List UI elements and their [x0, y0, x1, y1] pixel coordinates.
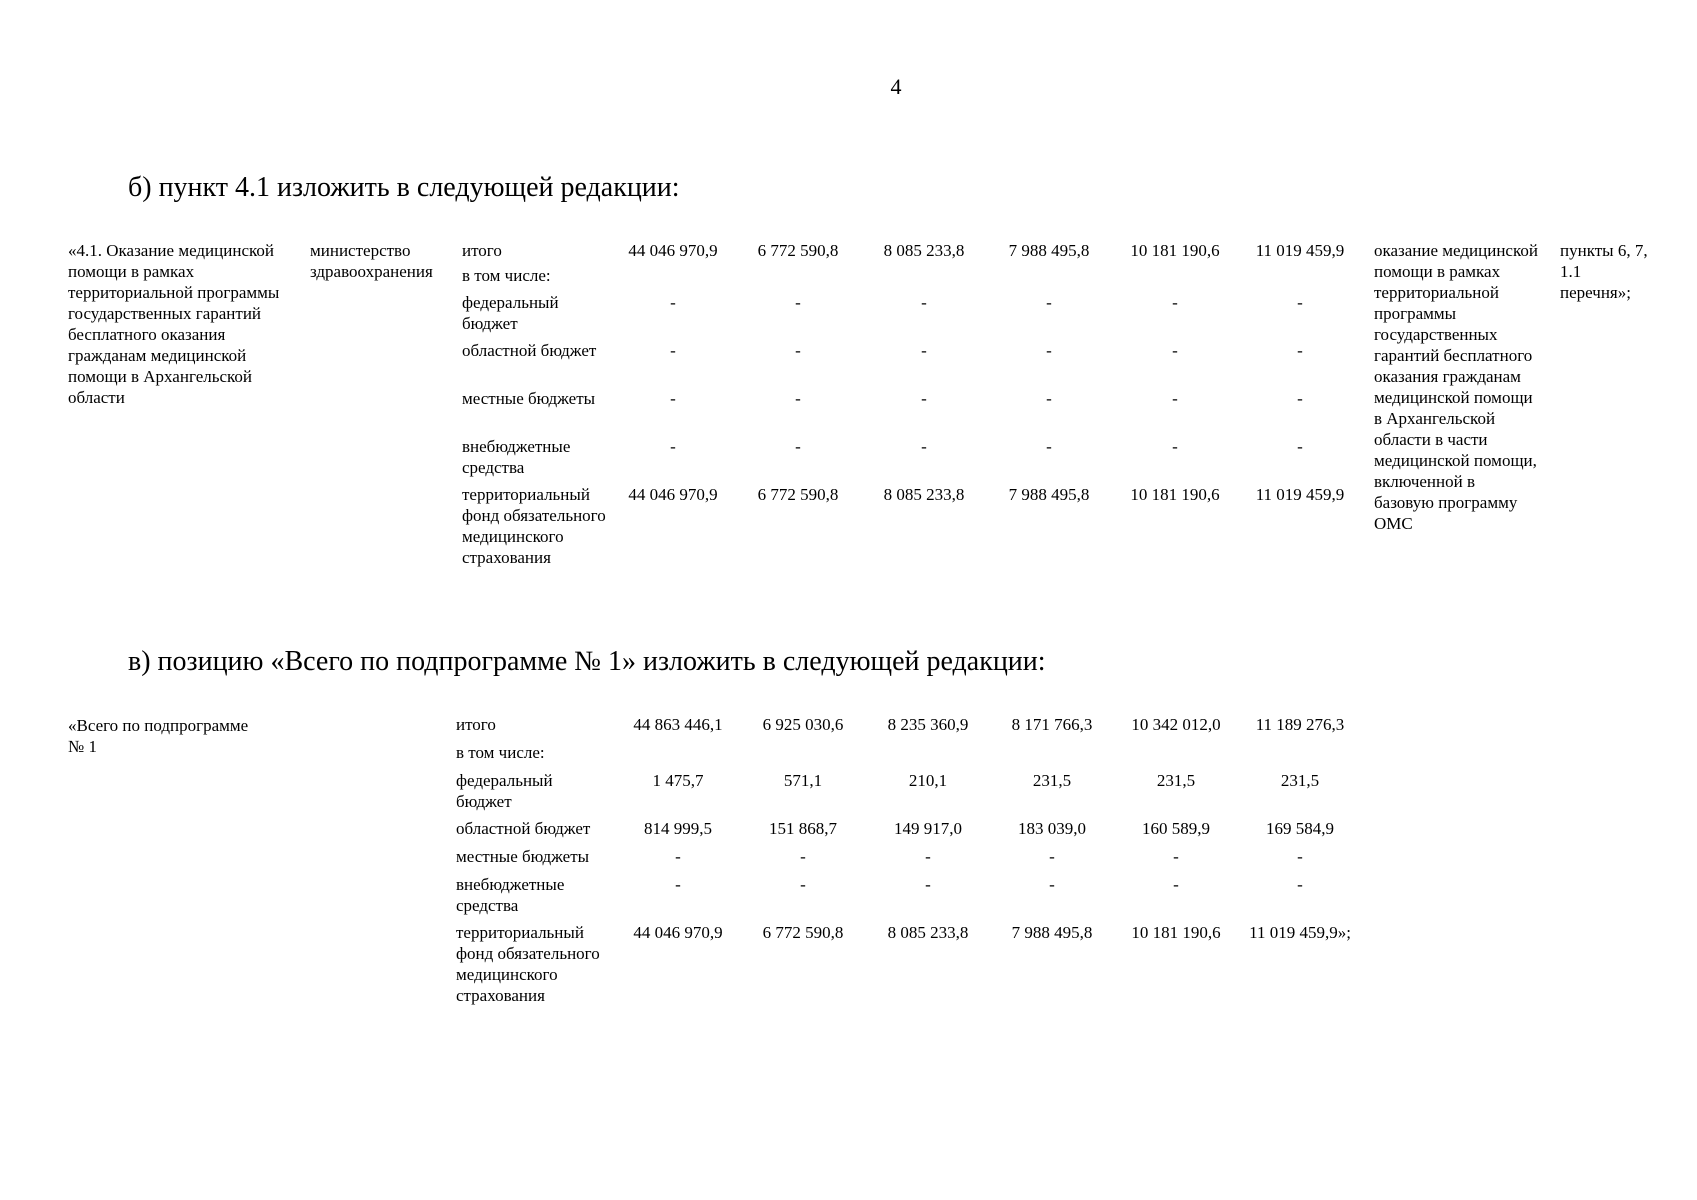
value-cell: - — [921, 293, 927, 312]
value-cell: - — [921, 389, 927, 408]
row-label: в том числе: — [456, 743, 545, 762]
value-cell: - — [1297, 847, 1303, 866]
value-cell: - — [1297, 389, 1303, 408]
value-cell: - — [1172, 389, 1178, 408]
value-cell: 11 019 459,9 — [1255, 241, 1345, 260]
value-cell: 571,1 — [783, 771, 823, 790]
value-cell: - — [925, 875, 931, 894]
value-cell: 6 925 030,6 — [762, 715, 844, 734]
value-cell: 10 342 012,0 — [1131, 715, 1221, 734]
value-cell: 1 475,7 — [652, 771, 704, 790]
section-b-result: оказание медицинской помощи в рамках территориальной программы государственных гарантий бесплатного оказания гражданам медицинской помощи в Архангельской области в части медицинской помощи, включенной в базовую программу ОМС — [1374, 241, 1538, 533]
value-cell: 44 046 970,9 — [628, 241, 718, 260]
row-label: местные бюджеты — [456, 847, 590, 866]
section-c-title: «Всего по подпрограмме № 1 — [68, 716, 249, 756]
value-cell: 231,5 — [1280, 771, 1320, 790]
value-cell: 6 772 590,8 — [762, 923, 844, 942]
section-b-activity: «4.1. Оказание медицинской помощи в рамках территориальной программы государственных гарантий бесплатного оказания гражданам медицинской помощи в Архангельской области — [68, 241, 280, 407]
value-cell: 7 988 495,8 — [1008, 485, 1090, 504]
section-b-executor: министерство здравоохранения — [310, 241, 433, 281]
value-cell: 8 085 233,8 — [883, 485, 965, 504]
value-cell: 8 171 766,3 — [1011, 715, 1093, 734]
value-cell: - — [1173, 847, 1179, 866]
page-number: 4 — [890, 74, 902, 99]
value-cell: 10 181 190,6 — [1130, 241, 1220, 260]
value-cell: 183 039,0 — [1018, 819, 1086, 838]
value-cell: - — [1172, 341, 1178, 360]
row-label: итого — [462, 241, 502, 260]
row-label: федеральный бюджет — [456, 771, 553, 811]
value-cell: 169 584,9 — [1266, 819, 1334, 838]
value-cell: 8 085 233,8 — [887, 923, 969, 942]
row-label: итого — [456, 715, 496, 734]
value-cell: 151 868,7 — [769, 819, 837, 838]
value-cell: - — [921, 341, 927, 360]
row-label: внебюджетные средства — [456, 875, 565, 915]
value-cell: - — [800, 847, 806, 866]
value-cell: - — [1172, 293, 1178, 312]
value-cell: 44 863 446,1 — [633, 715, 723, 734]
value-cell: - — [670, 389, 676, 408]
value-cell: 44 046 970,9 — [628, 485, 718, 504]
value-cell: - — [670, 341, 676, 360]
value-cell: - — [670, 437, 676, 456]
row-label: федеральный бюджет — [462, 293, 559, 333]
row-label: территориальный фонд обязательного медицинского страхования — [462, 485, 606, 567]
value-cell: 160 589,9 — [1142, 819, 1210, 838]
section-c-heading: в) позицию «Всего по подпрограмме № 1» изложить в следующей редакции: — [128, 646, 1046, 677]
value-cell: - — [1046, 437, 1052, 456]
row-label: в том числе: — [462, 266, 551, 285]
value-cell: - — [1046, 293, 1052, 312]
value-cell: 11 189 276,3 — [1255, 715, 1345, 734]
value-cell: - — [670, 293, 676, 312]
value-cell: 10 181 190,6 — [1131, 923, 1221, 942]
value-cell: - — [1297, 437, 1303, 456]
value-cell: - — [1173, 875, 1179, 894]
value-cell: - — [1172, 437, 1178, 456]
value-cell: - — [1297, 875, 1303, 894]
value-cell: - — [1297, 341, 1303, 360]
value-cell: 11 019 459,9 — [1255, 485, 1345, 504]
value-cell: - — [795, 293, 801, 312]
row-label: местные бюджеты — [462, 389, 596, 408]
value-cell: 7 988 495,8 — [1008, 241, 1090, 260]
value-cell: 8 235 360,9 — [887, 715, 969, 734]
row-label: внебюджетные средства — [462, 437, 571, 477]
value-cell: - — [1046, 389, 1052, 408]
value-cell: - — [800, 875, 806, 894]
value-cell: - — [921, 437, 927, 456]
value-cell: 231,5 — [1032, 771, 1072, 790]
value-cell: 149 917,0 — [894, 819, 962, 838]
value-cell: 814 999,5 — [644, 819, 712, 838]
row-label: территориальный фонд обязательного медицинского страхования — [456, 923, 600, 1005]
value-cell: - — [795, 341, 801, 360]
value-cell: - — [795, 437, 801, 456]
value-cell: - — [795, 389, 801, 408]
value-cell: - — [675, 875, 681, 894]
row-label: областной бюджет — [456, 819, 591, 838]
value-cell: 10 181 190,6 — [1130, 485, 1220, 504]
value-cell: 6 772 590,8 — [757, 241, 839, 260]
value-cell: - — [1049, 847, 1055, 866]
value-cell: - — [925, 847, 931, 866]
section-b-heading: б) пункт 4.1 изложить в следующей редакции: — [128, 172, 680, 203]
value-cell: 6 772 590,8 — [757, 485, 839, 504]
value-cell: 7 988 495,8 — [1011, 923, 1093, 942]
value-cell: - — [1049, 875, 1055, 894]
value-cell: 44 046 970,9 — [633, 923, 723, 942]
value-cell: - — [1046, 341, 1052, 360]
section-b-reference: пункты 6, 7, 1.1 перечня»; — [1560, 241, 1648, 302]
value-cell: 8 085 233,8 — [883, 241, 965, 260]
value-cell: 11 019 459,9»; — [1249, 923, 1351, 942]
value-cell: 210,1 — [908, 771, 948, 790]
value-cell: - — [1297, 293, 1303, 312]
row-label: областной бюджет — [462, 341, 597, 360]
value-cell: - — [675, 847, 681, 866]
value-cell: 231,5 — [1156, 771, 1196, 790]
